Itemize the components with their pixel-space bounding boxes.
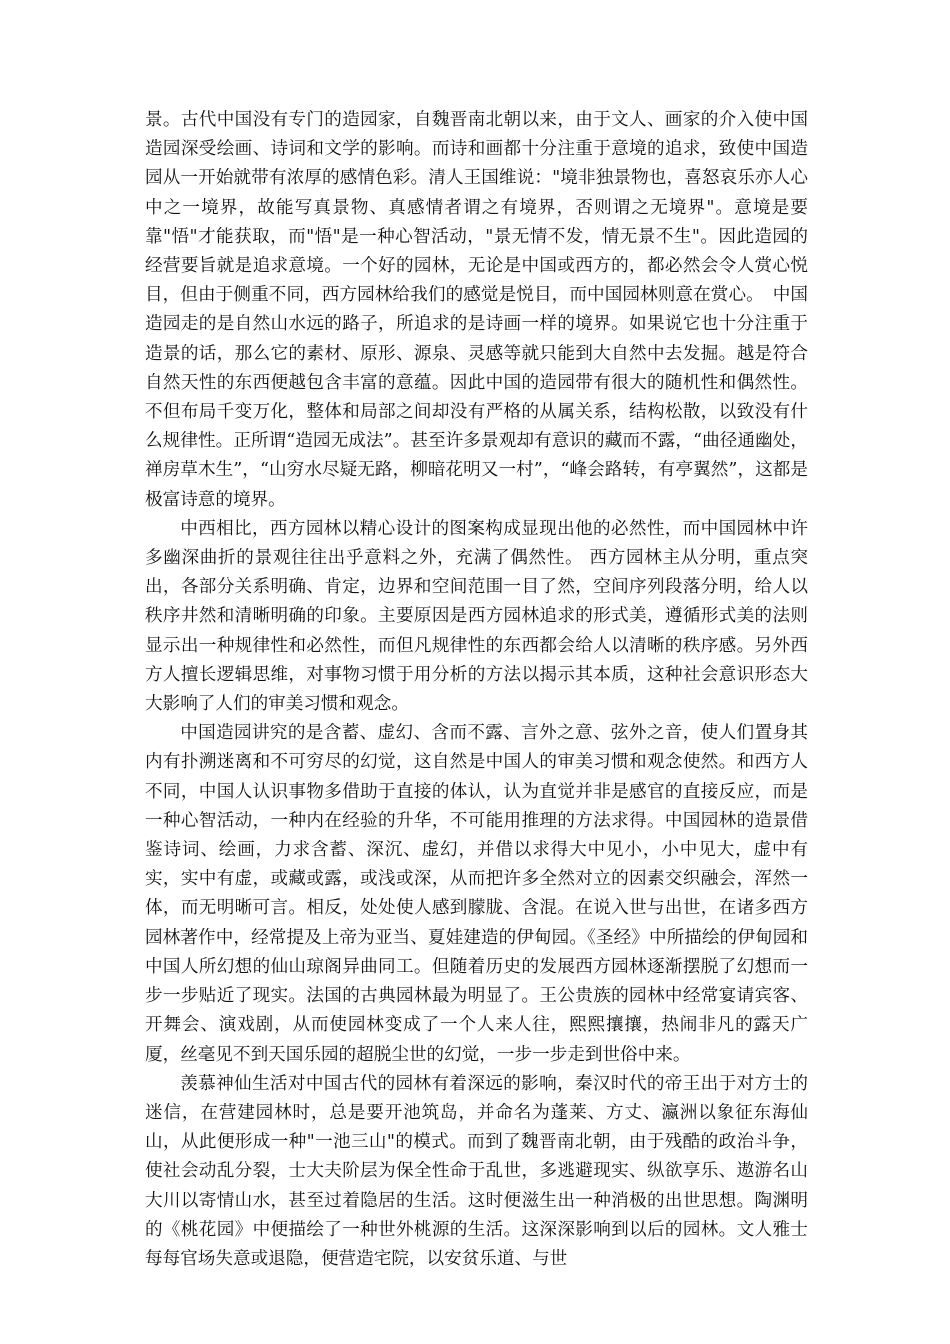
document-body — [145, 106, 808, 1274]
paragraph-1: 景。古代中国没有专门的造园家，自魏晋南北朝以来，由于文人、画家的介入使中国造园深受绘画、诗词和文学的影响。而诗和画都十分注重于意境的追求，致使中国造园从一开始就带有浓厚的感情色彩。清人王国维说："境非独景物也，喜怒哀乐亦人心中之一境界，故能写真景物、真感情者谓之有境界，否则谓之无境界"。意境是要靠"悟"才能获取，而"悟"是一种心智活动，"景无情不发，情无景不生"。因此造园的经营要旨就是追求意境。一个好的园林，无论是中国或西方的，都必然会令人赏心悦目，但由于侧重不同，西方园林给我们的感觉是悦目，而中国园林则意在赏心。 中国造园走的是自然山水远的路子，所追求的是诗画一样的境界。如果说它也十分注重于造景的话，那么它的素材、原形、源泉、灵感等就只能到大自然中去发掘。越是符合自然天性的东西便越包含丰富的意蕴。因此中国的造园带有很大的随机性和偶然性。不但布局千变万化，整体和局部之间却没有严格的从属关系，结构松散，以致没有什么规律性。正所谓“造园无成法”。甚至许多景观却有意识的藏而不露，“曲径通幽处，禅房草木生”，“山穷水尽疑无路，柳暗花明又一村”，“峰会路转，有亭翼然”，这都是极富诗意的境界。 — [145, 110, 808, 510]
paragraph-4: 羡慕神仙生活对中国古代的园林有着深远的影响，秦汉时代的帝王出于对方士的迷信，在营建园林时，总是要开池筑岛，并命名为蓬莱、方丈、瀛洲以象征东海仙山，从此便形成一种"一池三山"的模式。而到了魏晋南北朝，由于残酷的政治斗争，使社会动乱分裂，士大夫阶层为保全性命于乱世，多逃避现实、纵欲享乐、遨游名山大川以寄情山水，甚至过着隐居的生活。这时便滋生出一种消极的出世思想。陶渊明的《桃花园》中便描绘了一种世外桃源的生活。这深深影响到以后的园林。文人雅士每每官场失意或退隐，便营造宅院，以安贫乐道、与世 — [145, 1073, 808, 1269]
paragraph-2: 中西相比，西方园林以精心设计的图案构成显现出他的必然性，而中国园林中许多幽深曲折的景观往往出乎意料之外，充满了偶然性。 西方园林主从分明，重点突出，各部分关系明确、肯定，边界和空间范围一目了然，空间序列段落分明，给人以秩序井然和清晰明确的印象。主要原因是西方园林追求的形式美，遵循形式美的法则显示出一种规律性和必然性，而但凡规律性的东西都会给人以清晰的秩序感。另外西方人擅长逻辑思维，对事物习惯于用分析的方法以揭示其本质，这种社会意识形态大大影响了人们的审美习惯和观念。 — [145, 518, 808, 715]
paragraph-3: 中国造园讲究的是含蓄、虚幻、含而不露、言外之意、弦外之音，使人们置身其内有扑溯迷离和不可穷尽的幻觉，这自然是中国人的审美习惯和观念使然。和西方人不同，中国人认识事物多借助于直接的体认，认为直觉并非是感官的直接反应，而是一种心智活动，一种内在经验的升华，不可能用推理的方法求得。中国园林的造景借鉴诗词、绘画，力求含蓄、深沉、虚幻，并借以求得大中见小，小中见大，虚中有实，实中有虚，或藏或露，或浅或深，从而把许多全然对立的因素交织融会，浑然一体，而无明晰可言。相反，处处使人感到朦胧、含混。在说入世与出世，在诸多西方园林著作中，经常提及上帝为亚当、夏娃建造的伊甸园。《圣经》中所描绘的伊甸园和中国人所幻想的仙山琼阁异曲同工。但随着历史的发展西方园林逐渐摆脱了幻想而一步一步贴近了现实。法国的古典园林最为明显了。王公贵族的园林中经常宴请宾客、开舞会、演戏剧，从而使园林变成了一个人来人往，熙熙攘攘，热闹非凡的露天广厦，丝毫见不到天国乐园的超脱尘世的幻觉，一步一步走到世俗中来。 — [145, 723, 808, 1065]
